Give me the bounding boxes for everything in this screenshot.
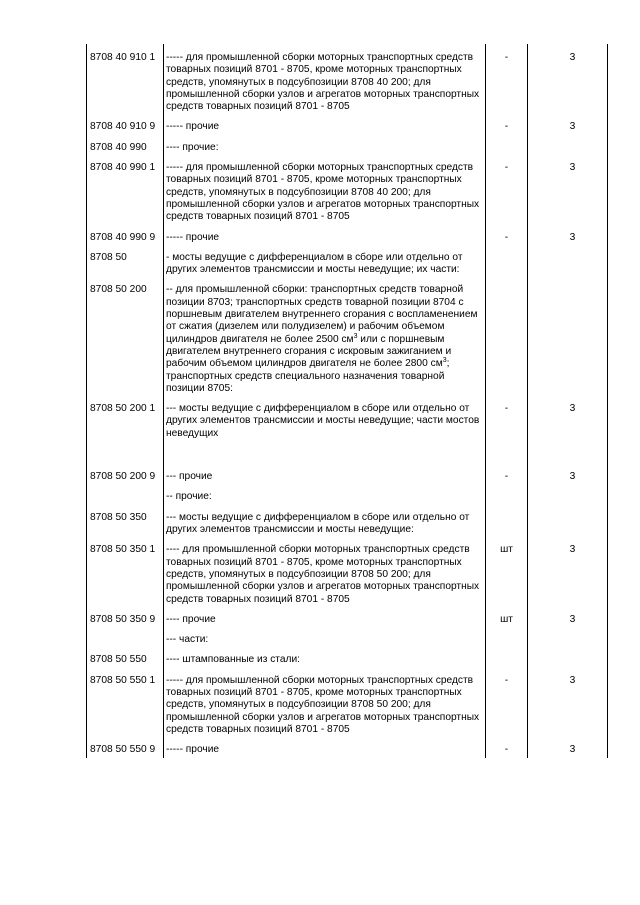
unit (486, 626, 528, 646)
duty-rate: 3 (528, 224, 608, 244)
table-row (87, 113, 608, 133)
unit (486, 276, 528, 395)
unit: - (486, 395, 528, 463)
table-row (87, 395, 608, 463)
hs-code: 8708 40 990 9 (87, 224, 164, 244)
description: ----- прочие (164, 113, 486, 133)
tariff-table-body (87, 44, 608, 758)
hs-code: 8708 40 910 9 (87, 113, 164, 133)
duty-rate: 3 (528, 44, 608, 113)
hs-code: 8708 40 910 1 (87, 44, 164, 113)
table-row (87, 736, 608, 758)
duty-rate (528, 134, 608, 154)
table-row (87, 536, 608, 605)
duty-rate: 3 (528, 395, 608, 463)
description: ----- для промышленной сборки моторных транспортных средств товарных позиций 8701 - 8705, кроме моторных транспортных средств, упомянутых в подсубпозиции 8708 40 200; для промышленной сборки узлов и агрегатов моторных транспортных средств товарных позиций 8701 - 8705 (164, 154, 486, 223)
duty-rate: 3 (528, 736, 608, 758)
superscript: 3 (442, 357, 447, 365)
description: --- части: (164, 626, 486, 646)
description: ---- штампованные из стали: (164, 646, 486, 666)
table-row (87, 504, 608, 537)
table-row (87, 463, 608, 483)
description: --- мосты ведущие с дифференциалом в сборе или отдельно от других элементов трансмиссии и мосты неведущие; части мостов неведущих (164, 395, 486, 463)
description: ----- для промышленной сборки моторных транспортных средств товарных позиций 8701 - 8705, кроме моторных транспортных средств, упомянутых в подсубпозиции 8708 50 200; для промышленной сборки узлов и агрегатов моторных транспортных средств товарных позиций 8701 - 8705 (164, 667, 486, 736)
hs-code: 8708 50 550 1 (87, 667, 164, 736)
duty-rate (528, 504, 608, 537)
hs-code: 8708 40 990 (87, 134, 164, 154)
description: ---- для промышленной сборки моторных транспортных средств товарных позиций 8701 - 8705, кроме моторных транспортных средств, упомянутых в подсубпозиции 8708 50 200; для промышленной сборки узлов и агрегатов моторных транспортных средств товарных позиций 8701 - 8705 (164, 536, 486, 605)
table-row (87, 646, 608, 666)
table-row (87, 244, 608, 277)
description-text: -- для промышленной сборки: транспортных средств товарной позиции 8703; транспортных средств товарной позиции 8704 с поршневым двигателем внутреннего сгорания с воспламенением от сжатия (дизелем или полудизелем) и рабочим объемом цилиндров двигателя не более 2500 см (166, 284, 478, 345)
table-row (87, 44, 608, 113)
unit: шт (486, 606, 528, 626)
table-row (87, 224, 608, 244)
unit (486, 483, 528, 503)
unit: шт (486, 536, 528, 605)
unit: - (486, 667, 528, 736)
description: ----- для промышленной сборки моторных транспортных средств товарных позиций 8701 - 8705, кроме моторных транспортных средств, упомянутых в подсубпозиции 8708 40 200; для промышленной сборки узлов и агрегатов моторных транспортных средств товарных позиций 8701 - 8705 (164, 44, 486, 113)
hs-code: 8708 50 200 9 (87, 463, 164, 483)
tariff-table (86, 44, 608, 758)
unit: - (486, 224, 528, 244)
hs-code: 8708 40 990 1 (87, 154, 164, 223)
duty-rate: 3 (528, 667, 608, 736)
duty-rate: 3 (528, 536, 608, 605)
unit: - (486, 113, 528, 133)
unit (486, 244, 528, 277)
description: --- прочие (164, 463, 486, 483)
table-row (87, 154, 608, 223)
unit: - (486, 44, 528, 113)
unit (486, 646, 528, 666)
unit (486, 134, 528, 154)
table-row (87, 134, 608, 154)
table-row (87, 667, 608, 736)
duty-rate: 3 (528, 463, 608, 483)
superscript: 3 (353, 332, 358, 340)
hs-code: 8708 50 (87, 244, 164, 277)
duty-rate: 3 (528, 113, 608, 133)
description: ---- прочие (164, 606, 486, 626)
hs-code: 8708 50 200 1 (87, 395, 164, 463)
duty-rate (528, 646, 608, 666)
description: --- мосты ведущие с дифференциалом в сборе или отдельно от других элементов трансмиссии и мосты неведущие: (164, 504, 486, 537)
description (164, 276, 486, 395)
description: -- прочие: (164, 483, 486, 503)
unit (486, 504, 528, 537)
duty-rate (528, 626, 608, 646)
description: ---- прочие: (164, 134, 486, 154)
hs-code: 8708 50 550 9 (87, 736, 164, 758)
table-row (87, 276, 608, 395)
duty-rate (528, 244, 608, 277)
hs-code: 8708 50 550 (87, 646, 164, 666)
hs-code (87, 483, 164, 503)
unit: - (486, 154, 528, 223)
hs-code: 8708 50 350 1 (87, 536, 164, 605)
description: ----- прочие (164, 736, 486, 758)
hs-code: 8708 50 200 (87, 276, 164, 395)
duty-rate: 3 (528, 154, 608, 223)
hs-code: 8708 50 350 9 (87, 606, 164, 626)
duty-rate (528, 276, 608, 395)
unit: - (486, 463, 528, 483)
table-row (87, 606, 608, 626)
duty-rate: 3 (528, 606, 608, 626)
description: ----- прочие (164, 224, 486, 244)
table-row (87, 483, 608, 503)
unit: - (486, 736, 528, 758)
hs-code: 8708 50 350 (87, 504, 164, 537)
hs-code (87, 626, 164, 646)
description-text: ; транспортных средств специального назначения товарной позиции 8705: (166, 358, 450, 394)
table-row (87, 626, 608, 646)
description-text: или с поршневым двигателем внутреннего сгорания с искровым зажиганием и рабочим объемом цилиндров двигателя не более 2800 см (166, 333, 452, 370)
description: - мосты ведущие с дифференциалом в сборе или отдельно от других элементов трансмиссии и мосты неведущие; их части: (164, 244, 486, 277)
duty-rate (528, 483, 608, 503)
